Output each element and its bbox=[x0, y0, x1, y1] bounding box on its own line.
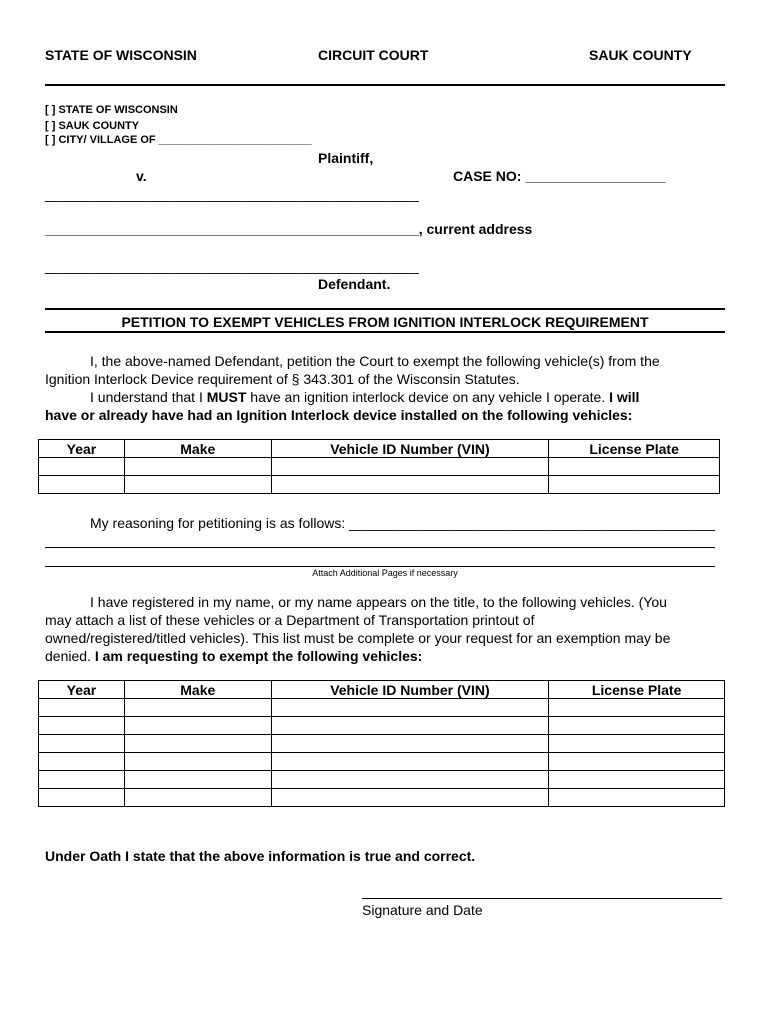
cell-vin[interactable] bbox=[271, 458, 549, 476]
cell-license-plate[interactable] bbox=[549, 771, 725, 789]
header-rule bbox=[45, 84, 725, 86]
cell-year[interactable] bbox=[39, 789, 125, 807]
cell-make[interactable] bbox=[124, 735, 271, 753]
paragraph2-line2: may attach a list of these vehicles or a Department of Transportation printout of bbox=[45, 612, 535, 628]
exempt-vehicles-table bbox=[38, 680, 725, 807]
col-make: Make bbox=[124, 440, 271, 458]
signature-label: Signature and Date bbox=[362, 902, 483, 918]
col-license-plate: License Plate bbox=[549, 681, 725, 699]
cell-year[interactable] bbox=[39, 458, 125, 476]
must-emphasis: MUST bbox=[206, 389, 247, 405]
col-vin: Vehicle ID Number (VIN) bbox=[271, 681, 549, 699]
paragraph1-line4: have or already have had an Ignition Interlock device installed on the following vehicles: bbox=[45, 407, 633, 423]
col-make: Make bbox=[124, 681, 271, 699]
col-year: Year bbox=[39, 440, 125, 458]
versus-label: v. bbox=[136, 168, 147, 184]
cell-year[interactable] bbox=[39, 717, 125, 735]
paragraph1-line3-mid: have an ignition interlock device on any vehicle I operate. bbox=[246, 389, 610, 405]
cell-year[interactable] bbox=[39, 476, 125, 494]
case-number-field[interactable]: CASE NO: __________________ bbox=[453, 168, 666, 184]
table-row bbox=[39, 699, 725, 717]
cell-year[interactable] bbox=[39, 735, 125, 753]
cell-vin[interactable] bbox=[271, 753, 549, 771]
plaintiff-label: Plaintiff, bbox=[318, 150, 374, 166]
header-county: SAUK COUNTY bbox=[589, 47, 692, 63]
header-state: STATE OF WISCONSIN bbox=[45, 47, 197, 63]
cell-make[interactable] bbox=[124, 717, 271, 735]
cell-vin[interactable] bbox=[271, 476, 549, 494]
col-year: Year bbox=[39, 681, 125, 699]
cell-year[interactable] bbox=[39, 771, 125, 789]
defendant-address-line[interactable]: ________________________________________________, current address bbox=[45, 221, 533, 237]
cell-make[interactable] bbox=[124, 476, 271, 494]
installed-vehicles-table bbox=[38, 439, 720, 494]
cell-license-plate[interactable] bbox=[549, 458, 720, 476]
defendant-name-line[interactable]: ________________________________________________ bbox=[45, 186, 419, 202]
cell-make[interactable] bbox=[124, 771, 271, 789]
paragraph2-line4-bold: I am requesting to exempt the following vehicles: bbox=[94, 648, 423, 664]
cell-license-plate[interactable] bbox=[549, 717, 725, 735]
table-row bbox=[39, 771, 725, 789]
cell-license-plate[interactable] bbox=[549, 753, 725, 771]
paragraph1-line1: I, the above-named Defendant, petition the Court to exempt the following vehicle(s) from the bbox=[90, 353, 660, 369]
cell-license-plate[interactable] bbox=[549, 476, 720, 494]
table-row bbox=[39, 717, 725, 735]
table-row bbox=[39, 458, 720, 476]
col-license-plate: License Plate bbox=[549, 440, 720, 458]
cell-year[interactable] bbox=[39, 753, 125, 771]
cell-make[interactable] bbox=[124, 699, 271, 717]
reasoning-field[interactable]: My reasoning for petitioning is as follows: _______________________________________________ bbox=[90, 515, 716, 531]
cell-license-plate[interactable] bbox=[549, 699, 725, 717]
col-vin: Vehicle ID Number (VIN) bbox=[271, 440, 549, 458]
table-row bbox=[39, 735, 725, 753]
paragraph2-line1: I have registered in my name, or my name appears on the title, to the following vehicles. (You bbox=[90, 594, 667, 610]
cell-make[interactable] bbox=[124, 753, 271, 771]
table-header-row bbox=[39, 681, 725, 699]
table-row bbox=[39, 753, 725, 771]
table-header-row bbox=[39, 440, 720, 458]
cell-vin[interactable] bbox=[271, 699, 549, 717]
table-row bbox=[39, 476, 720, 494]
paragraph1-line2: Ignition Interlock Device requirement of § 343.301 of the Wisconsin Statutes. bbox=[45, 371, 520, 387]
page-title: PETITION TO EXEMPT VEHICLES FROM IGNITION INTERLOCK REQUIREMENT bbox=[121, 314, 649, 330]
checkbox-state[interactable]: [ ] STATE OF WISCONSIN bbox=[45, 104, 178, 116]
reasoning-line-2[interactable] bbox=[45, 566, 715, 567]
cell-make[interactable] bbox=[124, 458, 271, 476]
cell-vin[interactable] bbox=[271, 717, 549, 735]
cell-license-plate[interactable] bbox=[549, 789, 725, 807]
cell-vin[interactable] bbox=[271, 789, 549, 807]
signature-line[interactable] bbox=[362, 898, 722, 899]
paragraph2-line4 bbox=[45, 648, 422, 664]
defendant-label: Defendant. bbox=[318, 276, 391, 292]
cell-vin[interactable] bbox=[271, 735, 549, 753]
reasoning-line-1[interactable] bbox=[45, 547, 715, 548]
cell-vin[interactable] bbox=[271, 771, 549, 789]
cell-year[interactable] bbox=[39, 699, 125, 717]
paragraph1-line3-bold: I will bbox=[609, 389, 640, 405]
cell-license-plate[interactable] bbox=[549, 735, 725, 753]
header-court: CIRCUIT COURT bbox=[318, 47, 429, 63]
title-rule-top bbox=[45, 308, 725, 310]
paragraph2-line3: owned/registered/titled vehicles). This list must be complete or your request for an exemption may be bbox=[45, 630, 671, 646]
table-row bbox=[39, 789, 725, 807]
paragraph2-line4-start: denied. bbox=[45, 648, 95, 664]
attach-pages-note: Attach Additional Pages if necessary bbox=[312, 568, 458, 578]
title-rule-bottom bbox=[45, 331, 725, 333]
checkbox-county[interactable]: [ ] SAUK COUNTY bbox=[45, 120, 140, 132]
cell-make[interactable] bbox=[124, 789, 271, 807]
paragraph1-line3 bbox=[90, 389, 639, 405]
oath-statement: Under Oath I state that the above information is true and correct. bbox=[45, 848, 476, 864]
paragraph1-line3-start: I understand that I bbox=[90, 389, 207, 405]
checkbox-city-village[interactable]: [ ] CITY/ VILLAGE OF _________________________ bbox=[45, 134, 312, 146]
defendant-address-line-2[interactable]: ________________________________________________ bbox=[45, 258, 419, 274]
